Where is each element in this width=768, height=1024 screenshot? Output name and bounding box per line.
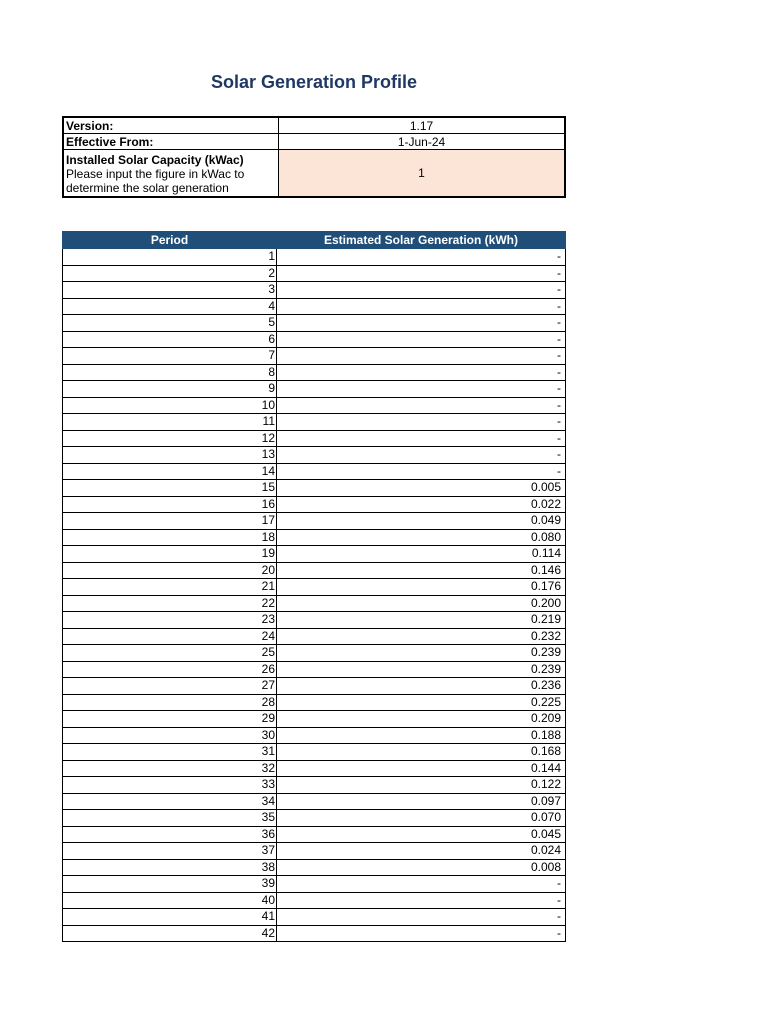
table-row — [63, 480, 566, 497]
effective-row — [63, 134, 565, 150]
generation-cell: - — [277, 298, 566, 315]
period-cell: 9 — [63, 381, 277, 398]
table-row — [63, 397, 566, 414]
generation-cell: - — [277, 364, 566, 381]
generation-cell: - — [277, 909, 566, 926]
period-cell: 41 — [63, 909, 277, 926]
period-cell: 22 — [63, 595, 277, 612]
table-row — [63, 562, 566, 579]
generation-cell: 0.176 — [277, 579, 566, 596]
period-cell: 37 — [63, 843, 277, 860]
period-cell: 27 — [63, 678, 277, 695]
table-row — [63, 925, 566, 942]
period-cell: 5 — [63, 315, 277, 332]
generation-cell: - — [277, 282, 566, 299]
table-row — [63, 859, 566, 876]
table-row — [63, 579, 566, 596]
period-cell: 40 — [63, 892, 277, 909]
generation-cell: 0.239 — [277, 645, 566, 662]
generation-cell: - — [277, 430, 566, 447]
table-row — [63, 595, 566, 612]
table-row — [63, 793, 566, 810]
period-cell: 23 — [63, 612, 277, 629]
period-cell: 17 — [63, 513, 277, 530]
period-cell: 16 — [63, 496, 277, 513]
generation-cell: - — [277, 876, 566, 893]
table-row — [63, 529, 566, 546]
table-row — [63, 909, 566, 926]
period-cell: 42 — [63, 925, 277, 942]
generation-cell: 0.114 — [277, 546, 566, 563]
table-row — [63, 876, 566, 893]
period-cell: 11 — [63, 414, 277, 431]
period-cell: 29 — [63, 711, 277, 728]
period-cell: 7 — [63, 348, 277, 365]
generation-cell: 0.146 — [277, 562, 566, 579]
period-cell: 4 — [63, 298, 277, 315]
table-row — [63, 364, 566, 381]
table-row — [63, 513, 566, 530]
generation-cell: - — [277, 348, 566, 365]
generation-cell: - — [277, 414, 566, 431]
generation-cell: 0.200 — [277, 595, 566, 612]
period-cell: 18 — [63, 529, 277, 546]
table-row — [63, 315, 566, 332]
generation-cell: - — [277, 265, 566, 282]
table-row — [63, 744, 566, 761]
generation-table — [62, 231, 566, 942]
generation-cell: - — [277, 447, 566, 464]
version-label: Version: — [63, 117, 279, 134]
table-row — [63, 331, 566, 348]
table-row — [63, 661, 566, 678]
generation-header: Estimated Solar Generation (kWh) — [277, 232, 566, 249]
generation-cell: 0.236 — [277, 678, 566, 695]
table-row — [63, 760, 566, 777]
generation-cell: 0.005 — [277, 480, 566, 497]
period-cell: 34 — [63, 793, 277, 810]
generation-cell: - — [277, 463, 566, 480]
period-cell: 38 — [63, 859, 277, 876]
version-row — [63, 117, 565, 134]
generation-cell: 0.188 — [277, 727, 566, 744]
generation-cell: - — [277, 315, 566, 332]
table-row — [63, 645, 566, 662]
table-row — [63, 678, 566, 695]
table-row — [63, 298, 566, 315]
table-row — [63, 843, 566, 860]
generation-cell: 0.232 — [277, 628, 566, 645]
table-row — [63, 727, 566, 744]
generation-cell: 0.097 — [277, 793, 566, 810]
generation-cell: - — [277, 892, 566, 909]
table-row — [63, 694, 566, 711]
table-row — [63, 348, 566, 365]
info-table — [62, 116, 566, 198]
generation-cell: - — [277, 397, 566, 414]
capacity-row — [63, 150, 565, 198]
table-row — [63, 265, 566, 282]
generation-cell: 0.049 — [277, 513, 566, 530]
table-row — [63, 496, 566, 513]
capacity-input[interactable]: 1 — [279, 150, 566, 198]
period-cell: 6 — [63, 331, 277, 348]
generation-cell: 0.209 — [277, 711, 566, 728]
period-cell: 26 — [63, 661, 277, 678]
period-cell: 8 — [63, 364, 277, 381]
period-cell: 13 — [63, 447, 277, 464]
generation-cell: 0.122 — [277, 777, 566, 794]
period-cell: 35 — [63, 810, 277, 827]
period-cell: 12 — [63, 430, 277, 447]
table-row — [63, 249, 566, 266]
table-row — [63, 282, 566, 299]
period-cell: 24 — [63, 628, 277, 645]
generation-cell: - — [277, 925, 566, 942]
page-title: Solar Generation Profile — [210, 72, 418, 92]
period-cell: 32 — [63, 760, 277, 777]
generation-cell: 0.219 — [277, 612, 566, 629]
table-header-row — [63, 232, 566, 249]
period-cell: 30 — [63, 727, 277, 744]
table-row — [63, 414, 566, 431]
table-row — [63, 892, 566, 909]
capacity-label: Installed Solar Capacity (kWac) — [66, 153, 244, 167]
table-row — [63, 430, 566, 447]
generation-cell: 0.022 — [277, 496, 566, 513]
period-cell: 39 — [63, 876, 277, 893]
period-cell: 15 — [63, 480, 277, 497]
period-cell: 19 — [63, 546, 277, 563]
table-row — [63, 447, 566, 464]
capacity-note: Please input the figure in kWac to determine the solar generation — [66, 167, 245, 195]
table-row — [63, 546, 566, 563]
period-cell: 3 — [63, 282, 277, 299]
table-row — [63, 381, 566, 398]
table-row — [63, 810, 566, 827]
version-value: 1.17 — [279, 117, 566, 134]
generation-cell: 0.070 — [277, 810, 566, 827]
table-body — [63, 249, 566, 942]
period-cell: 36 — [63, 826, 277, 843]
table-row — [63, 777, 566, 794]
generation-cell: - — [277, 249, 566, 266]
table-row — [63, 463, 566, 480]
generation-cell: 0.239 — [277, 661, 566, 678]
period-cell: 10 — [63, 397, 277, 414]
capacity-label-cell — [63, 150, 279, 198]
generation-cell: 0.168 — [277, 744, 566, 761]
period-cell: 28 — [63, 694, 277, 711]
period-cell: 21 — [63, 579, 277, 596]
generation-cell: 0.024 — [277, 843, 566, 860]
table-row — [63, 826, 566, 843]
generation-cell: 0.008 — [277, 859, 566, 876]
table-row — [63, 628, 566, 645]
period-cell: 25 — [63, 645, 277, 662]
effective-value: 1-Jun-24 — [279, 134, 566, 150]
generation-cell: 0.144 — [277, 760, 566, 777]
period-header: Period — [63, 232, 277, 249]
period-cell: 2 — [63, 265, 277, 282]
effective-label: Effective From: — [63, 134, 279, 150]
table-row — [63, 612, 566, 629]
period-cell: 33 — [63, 777, 277, 794]
period-cell: 20 — [63, 562, 277, 579]
period-cell: 1 — [63, 249, 277, 266]
generation-cell: 0.045 — [277, 826, 566, 843]
table-row — [63, 711, 566, 728]
period-cell: 14 — [63, 463, 277, 480]
period-cell: 31 — [63, 744, 277, 761]
generation-cell: - — [277, 381, 566, 398]
generation-cell: - — [277, 331, 566, 348]
generation-cell: 0.225 — [277, 694, 566, 711]
generation-cell: 0.080 — [277, 529, 566, 546]
